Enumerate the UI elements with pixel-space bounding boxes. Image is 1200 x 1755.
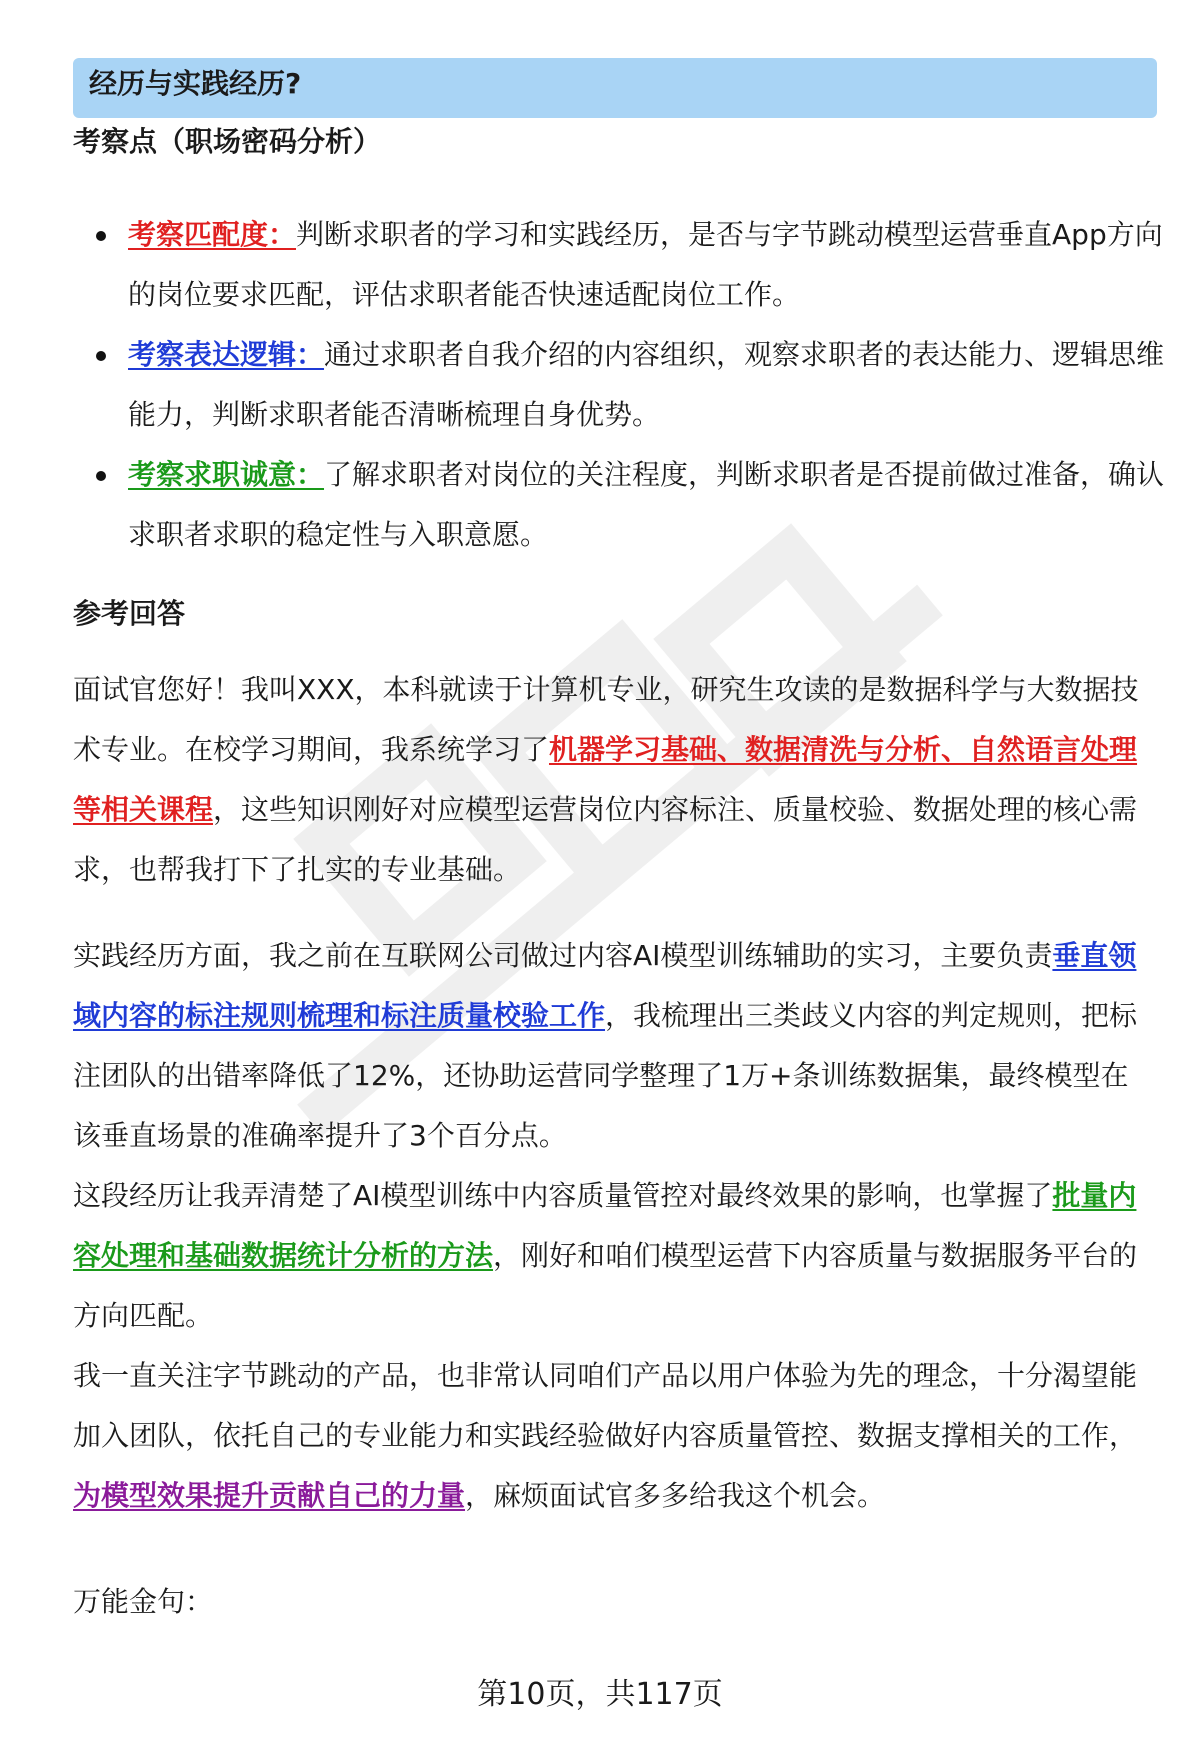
paragraph-text: 我一直关注字节跳动的产品，也非常认同咱们产品以用户体验为先的理念，十分渴望能加入团队，依托自己的专业能力和实践经验做好内容质量管控、数据支撑相关的工作， [73, 1359, 1138, 1452]
paragraph-highlight: 批量内容处理和基础数据统计分析的方法 [73, 1179, 1137, 1272]
bullet-label: 考察表达逻辑： [128, 338, 325, 371]
bullet-text: 通过求职者自我介绍的内容组织，观察求职者的表达能力、逻辑思维能力，判断求职者能否清晰梳理自身优势。 [128, 338, 1165, 431]
paragraph-text: 这段经历让我弄清楚了AI模型训练中内容质量管控对最终效果的影响，也掌握了 [73, 1179, 1053, 1212]
paragraph-highlight: 为模型效果提升贡献自己的力量 [73, 1479, 466, 1512]
bullet-match [96, 205, 1168, 325]
paragraph-highlight: 机器学习基础、数据清洗与分析、自然语言处理等相关课程 [73, 733, 1138, 826]
examination-points-list [96, 205, 1176, 565]
question-banner [73, 58, 1157, 118]
closing-label: 万能金句： [73, 1585, 214, 1618]
paragraph-text: ，麻烦面试官多多给我这个机会。 [465, 1479, 886, 1512]
bullet-sincerity [96, 445, 1168, 565]
paragraph-text: 面试官您好！我叫XXX，本科就读于计算机专业，研究生攻读的是数据科学与大数据技术专业。在校学习期间，我系统学习了 [73, 673, 1139, 766]
answer-paragraph-internship [73, 926, 1153, 1166]
paragraph-text: ，刚好和咱们模型运营下内容质量与数据服务平台的方向匹配。 [73, 1239, 1138, 1332]
paragraph-text: ，我梳理出三类歧义内容的判定规则，把标注团队的出错率降低了12%，还协助运营同学整理了1万+条训练数据集，最终模型在该垂直场景的准确率提升了3个百分点。 [73, 999, 1138, 1152]
answer-paragraph-motivation [73, 1346, 1153, 1526]
page-number-footer: 第10页，共117页 [477, 1677, 723, 1712]
bullet-logic [96, 325, 1168, 445]
section-title-reference-answer: 参考回答 [73, 597, 186, 630]
bullet-dot-icon [96, 231, 106, 241]
bullet-dot-icon [96, 471, 106, 481]
bullet-text: 了解求职者对岗位的关注程度，判断求职者是否提前做过准备，确认求职者求职的稳定性与入职意愿。 [128, 458, 1165, 551]
paragraph-highlight: 垂直领域内容的标注规则梳理和标注质量校验工作 [73, 939, 1137, 1032]
question-title: 经历与实践经历? [89, 67, 302, 100]
bullet-label: 考察匹配度： [128, 218, 297, 251]
section-title-examination-points: 考察点（职场密码分析） [73, 125, 382, 158]
answer-paragraph-skills [73, 1166, 1153, 1346]
paragraph-text: ，这些知识刚好对应模型运营岗位内容标注、质量校验、数据处理的核心需求，也帮我打下了扎实的专业基础。 [73, 793, 1138, 886]
bullet-text: 判断求职者的学习和实践经历，是否与字节跳动模型运营垂直App方向的岗位要求匹配，评估求职者能否快速适配岗位工作。 [128, 218, 1163, 311]
bullet-dot-icon [96, 351, 106, 361]
answer-paragraph-education [73, 660, 1153, 900]
bullet-label: 考察求职诚意： [128, 458, 325, 491]
paragraph-text: 实践经历方面，我之前在互联网公司做过内容AI模型训练辅助的实习，主要负责 [73, 939, 1053, 972]
